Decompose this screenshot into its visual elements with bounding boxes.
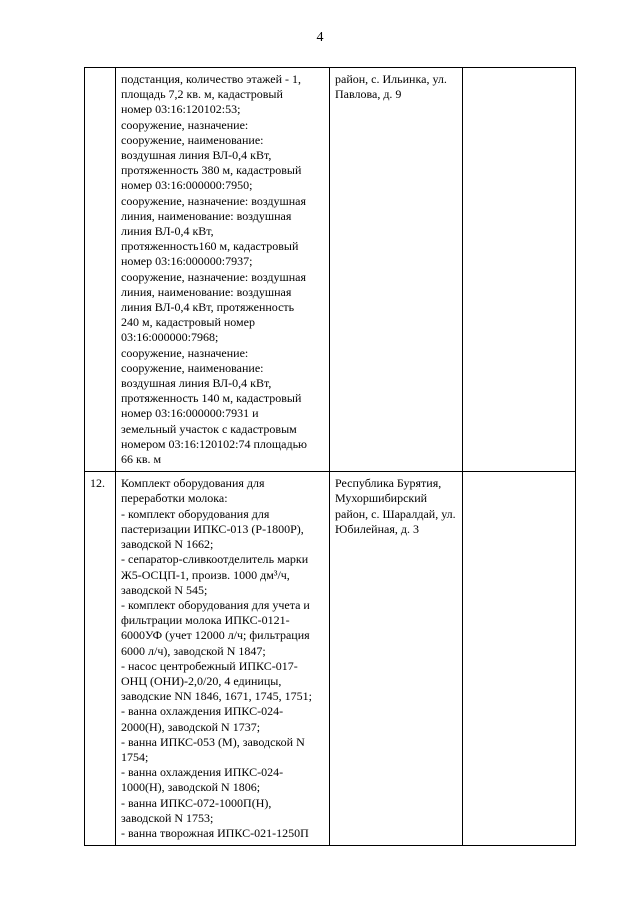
note-cell (463, 472, 576, 846)
page-number: 4 (316, 30, 324, 45)
property-table (84, 67, 576, 846)
table-row (85, 68, 576, 472)
address-cell: район, с. Ильинка, ул. Павлова, д. 9 (330, 68, 463, 472)
table-row (85, 472, 576, 846)
row-number-cell: 12. (85, 472, 116, 846)
description-cell: подстанция, количество этажей - 1, площадь 7,2 кв. м, кадастровый номер 03:16:120102:53; сооружение, назначение: сооружение, наименование: воздушная линия ВЛ-0,4 кВт, протяженность 380 м, кадастровый номер 03:16:000000:7950; сооружение, назначение: воздушная линия, наименование: воздушная линия ВЛ-0,4 кВт, протяженность160 м, кадастровый номер 03:16:000000:7937; сооружение, назначение: воздушная линия, наименование: воздушная линия ВЛ-0,4 кВт, протяженность 240 м, кадастровый номер 03:16:000000:7968; сооружение, назначение: сооружение, наименование: воздушная линия ВЛ-0,4 кВт, протяженность 140 м, кадастровый номер 03:16:000000:7931 и земельный участок с кадастровым номером 03:16:120102:74 площадью 66 кв. м (116, 68, 330, 472)
address-cell: Республика Бурятия, Мухоршибирский район, с. Шаралдай, ул. Юбилейная, д. 3 (330, 472, 463, 846)
row-number-cell (85, 68, 116, 472)
description-cell: Комплект оборудования для переработки молока: - комплект оборудования для пастеризации ИПКС-013 (Р-1800Р), заводской N 1662; - сепаратор-сливкоотделитель марки Ж5-ОСЦП-1, произв. 1000 дм³/ч, заводской N 545; - комплект оборудования для учета и фильтрации молока ИПКС-0121- 6000УФ (учет 12000 л/ч; фильтрация 6000 л/ч), заводской N 1847; - насос центробежный ИПКС-017- ОНЦ (ОНИ)-2,0/20, 4 единицы, заводские NN 1846, 1671, 1745, 1751; - ванна охлаждения ИПКС-024- 2000(Н), заводской N 1737; - ванна ИПКС-053 (М), заводской N 1754; - ванна охлаждения ИПКС-024- 1000(Н), заводской N 1806; - ванна ИПКС-072-1000П(Н), заводской N 1753; - ванна творожная ИПКС-021-1250П (116, 472, 330, 846)
note-cell (463, 68, 576, 472)
